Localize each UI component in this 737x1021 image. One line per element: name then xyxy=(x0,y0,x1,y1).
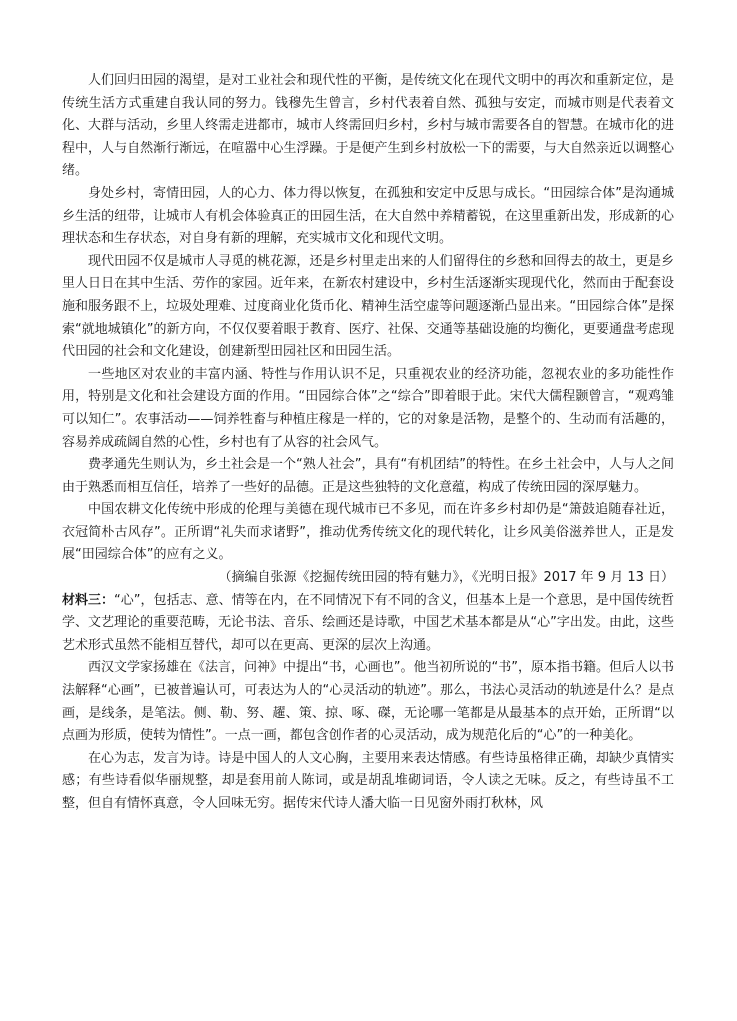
paragraph: 费孝通先生则认为，乡土社会是一个“熟人社会”，具有“有机团结”的特性。在乡土社会中，人与人之间由于熟悉而相互信任，培养了一些好的品德。正是这些独特的文化意蕴，构成了传统田园的深厚魅力。 xyxy=(62,457,674,495)
paragraph: 中国农耕文化传统中形成的伦理与美德在现代城市已不多见，而在许多乡村却仍是“箫鼓追随春社近，衣冠简朴古风存”。正所谓“礼失而求诸野”，推动优秀传统文化的现代转化，让乡风美俗滋养世人，正是发展“田园综合体”的应有之义。 xyxy=(62,502,674,563)
material-label: 材料三： xyxy=(62,592,115,608)
paragraph: 现代田园不仅是城市人寻觅的桃花源，还是乡村里走出来的人们留得住的乡愁和回得去的故土，更是乡里人日日在其中生活、劳作的家园。近年来，在新农村建设中，乡村生活逐渐实现现代化，然而由于配套设施和服务跟不上，垃圾处理难、过度商业化货币化、精神生活空虚等问题逐渐凸显出来。“田园综合体”是探索“就地城镇化”的新方向，不仅仅要着眼于教育、医疗、社保、交通等基础设施的均衡化，更要通盘考虑现代田园的社会和文化建设，创建新型田园社区和田园生活。 xyxy=(62,253,674,360)
paragraph: 西汉文学家扬雄在《法言，问神》中提出“书，心画也”。他当初所说的“书”，原本指书籍。但后人以书法解释“心画”，已被普遍认可，可表达为人的“心灵活动的轨迹”。那么，书法心灵活动的轨迹是什么？是点画，是线条，是笔法。侧、勒、努、趯、策、掠、啄、磔，无论哪一笔都是从最基本的点开始，正所谓“以点画为形质，使转为情性”。一点一画，都包含创作者的心灵活动，成为规范化后的“心”的一种美化。 xyxy=(62,660,674,744)
source-citation: （摘编自张源《挖掘传统田园的特有魅力》，《光明日报》2017 年 9 月 13 日） xyxy=(218,570,674,586)
material-three-paragraph xyxy=(62,590,674,658)
paragraph: 人们回归田园的渴望，是对工业社会和现代性的平衡，是传统文化在现代文明中的再次和重新定位，是传统生活方式重建自我认同的努力。钱穆先生曾言，乡村代表着自然、孤独与安定，而城市则是代表着文化、大群与活动，乡里人终需走进都市，城市人终需回归乡村，乡村与城市需要各自的智慧。在城市化的进程中，人与自然渐行渐远，在喧嚣中心生浮躁。于是便产生到乡村放松一下的需要，与大自然亲近以调整心绪。 xyxy=(62,73,674,179)
paragraph: 在心为志，发言为诗。诗是中国人的人文心胸，主要用来表达情感。有些诗虽格律正确，却缺少真情实感；有些诗看似华丽规整，却是套用前人陈词，或是胡乱堆砌词语，令人读之无味。反之，有些诗虽不工整，但自有情怀真意，令人回味无穷。据传宋代诗人潘大临一日见窗外雨打秋林，风 xyxy=(62,750,674,811)
paragraph: 身处乡村，寄情田园，人的心力、体力得以恢复，在孤独和安定中反思与成长。“田园综合体”是沟通城乡生活的纽带，让城市人有机会体验真正的田园生活，在大自然中养精蓄锐，在这里重新出发，形成新的心理状态和生存状态，对自身有新的理解，充实城市文化和现代文明。 xyxy=(62,185,674,247)
article-body xyxy=(62,70,674,816)
material-text: “心”，包括志、意、情等在内，在不同情况下有不同的含义，但基本上是一个意思，是中国传统哲学、文艺理论的重要范畴，无论书法、音乐、绘画还是诗歌，中国艺术基本都是从“心”字出发。由此，这些艺术形式虽然不能相互替代，却可以在更高、更深的层次上沟通。 xyxy=(62,592,674,653)
paragraph: 一些地区对农业的丰富内涵、特性与作用认识不足，只重视农业的经济功能，忽视农业的多功能性作用，特别是文化和社会建设方面的作用。“田园综合体”之“综合”即着眼于此。宋代大儒程颢曾言，“观鸡雏可以知仁”。农事活动——饲养牲畜与种植庄稼是一样的，它的对象是活物，是整个的、生动而有活趣的，容易养成疏阔自然的心性，乡村也有了从容的社会风气。 xyxy=(62,366,674,450)
